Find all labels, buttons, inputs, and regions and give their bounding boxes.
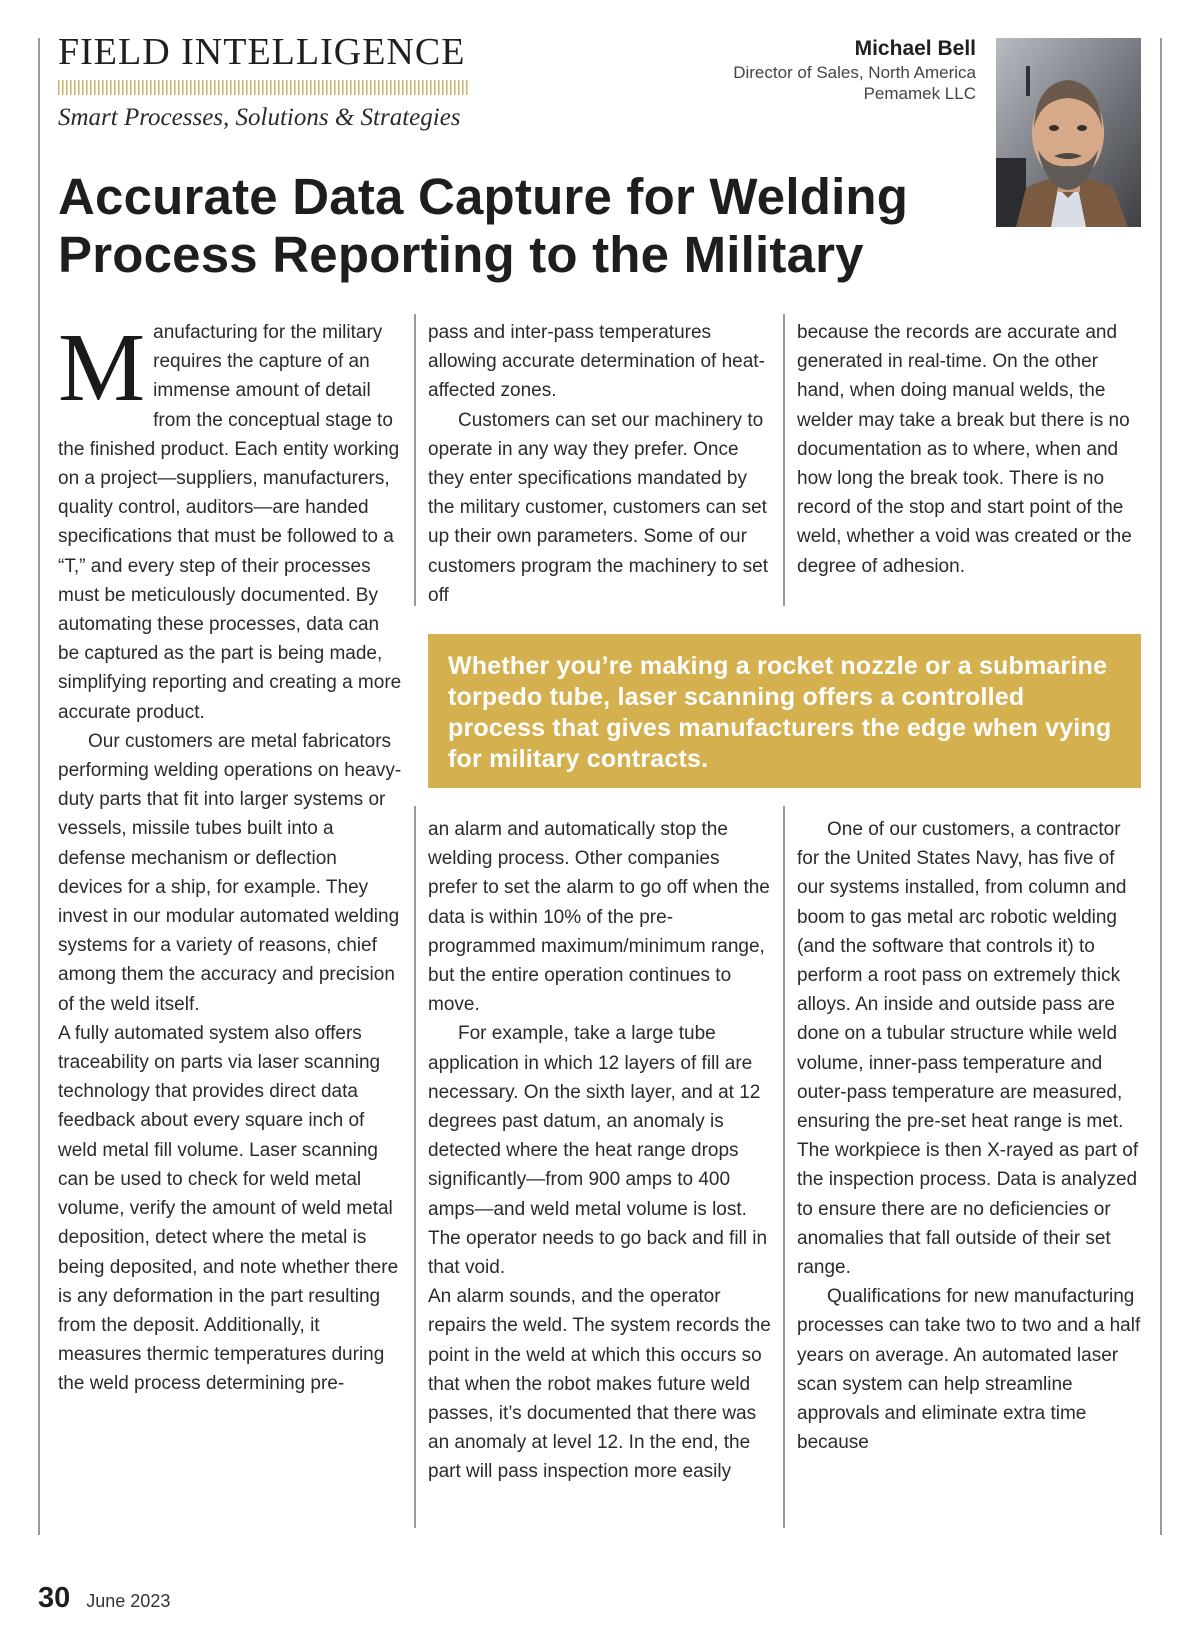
column-divider xyxy=(414,314,416,606)
column-2-bottom xyxy=(428,815,774,1487)
column-divider xyxy=(783,314,785,606)
left-margin-rule xyxy=(38,38,40,1535)
article-title-line: Accurate Data Capture for Welding xyxy=(58,168,909,225)
author-title: Director of Sales, North America xyxy=(733,63,976,82)
page-number: 30 xyxy=(38,1582,71,1614)
page-footer xyxy=(38,1582,170,1615)
column-2-top xyxy=(428,318,774,610)
paragraph: an alarm and automatically stop the welding process. Other companies prefer to set the alarm to go off when the data is within 10% of the pre-programmed maximum/minimum range, but the entire operation continues to move. xyxy=(428,819,770,1016)
issue-date: June 2023 xyxy=(86,1591,171,1611)
section-brand: FIELD INTELLIGENCE xyxy=(58,31,466,73)
decorative-hatch-bar xyxy=(58,80,470,95)
article-title xyxy=(58,168,958,284)
pull-quote-text: Whether you’re making a rocket nozzle or a submarine torpedo tube, laser scanning offers a controlled process that gives manufacturers the edge when vying for military contracts. xyxy=(448,652,1112,773)
author-portrait-icon xyxy=(996,38,1141,227)
column-3-bottom xyxy=(797,815,1143,1457)
author-photo xyxy=(996,38,1141,227)
paragraph: A fully automated system also offers traceability on parts via laser scanning technology that provides direct data feedback about every square inch of weld metal fill volume. Laser scanning can be used to check for weld metal volume, verify the amount of weld metal deposition, detect where the metal is being deposited, and note whether there is any deformation in the part resulting from the deposit. Additionally, it measures thermic temperatures during the weld process determining pre- xyxy=(58,1022,399,1395)
drop-cap: M xyxy=(58,314,146,422)
paragraph: Qualifications for new manufacturing processes can take two to two and a half years on average. An automated laser scan system can help streamline approvals and eliminate extra time because xyxy=(797,1286,1141,1454)
paragraph: pass and inter-pass temperatures allowing accurate determination of heat-affected zones. xyxy=(428,322,765,402)
article-title-line: Process Reporting to the Military xyxy=(58,226,864,283)
column-divider xyxy=(414,806,416,1528)
pull-quote xyxy=(428,634,1141,788)
right-margin-rule xyxy=(1160,38,1162,1535)
paragraph: One of our customers, a contractor for the United States Navy, has five of our systems installed, from column and boom to gas metal arc robotic welding (and the software that controls it) to perform a root pass on extremely thick alloys. An inside and outside pass are done on a tubular structure while weld volume, inner-pass temperature and outer-pass temperature are measured, ensuring the pre-set heat range is met. The workpiece is then X-rayed as part of the inspection process. Data is analyzed to ensure there are no deficiencies or anomalies that fall outside of their set range. xyxy=(797,819,1139,1279)
author-byline xyxy=(733,36,976,104)
paragraph: anufacturing for the military requires the capture of an immense amount of detail from the conceptual stage to the finished product. Each entity working on a project—suppliers, manufacturers, quality control, auditors—are handed specifications that must be followed to a “T,” and every step of their processes must be meticulously documented. By automating these processes, data can be captured as the part is being made, simplifying reporting and creating a more accurate product. xyxy=(58,322,402,723)
paragraph: Our customers are metal fabricators performing welding operations on heavy-duty parts that fit into larger systems or vessels, missile tubes built into a defense mechanism or deflection devices for a ship, for example. They invest in our modular automated welding systems for a variety of reasons, chief among them the accuracy and precision of the weld itself. xyxy=(58,730,402,1015)
paragraph: because the records are accurate and generated in real-time. On the other hand, when doing manual welds, the welder may take a break but there is no documentation as to where, when and how long the break took. There is no record of the stop and start point of the weld, whether a void was created or the degree of adhesion. xyxy=(797,322,1132,577)
paragraph: An alarm sounds, and the operator repairs the weld. The system records the point in the weld at which this occurs so that when the robot makes future weld passes, it’s documented that there was an anomaly at level 12. In the end, the part will pass inspection more easily xyxy=(428,1286,771,1483)
section-tagline: Smart Processes, Solutions & Strategies xyxy=(58,104,461,131)
author-company: Pemamek LLC xyxy=(863,84,976,103)
paragraph: For example, take a large tube application in which 12 layers of fill are necessary. On the sixth layer, and at 12 degrees past datum, an anomaly is detected where the heat range drops significantly—from 900 amps to 400 amps—and weld metal volume is lost. The operator needs to go back and fill in that void. xyxy=(428,1023,768,1279)
paragraph: Customers can set our machinery to operate in any way they prefer. Once they enter specifications mandated by the military customer, customers can set up their own parameters. Some of our customers program the machinery to set off xyxy=(428,409,769,606)
column-3-top xyxy=(797,318,1143,581)
column-divider xyxy=(783,806,785,1528)
column-1 xyxy=(58,314,404,1399)
author-name: Michael Bell xyxy=(854,37,976,60)
